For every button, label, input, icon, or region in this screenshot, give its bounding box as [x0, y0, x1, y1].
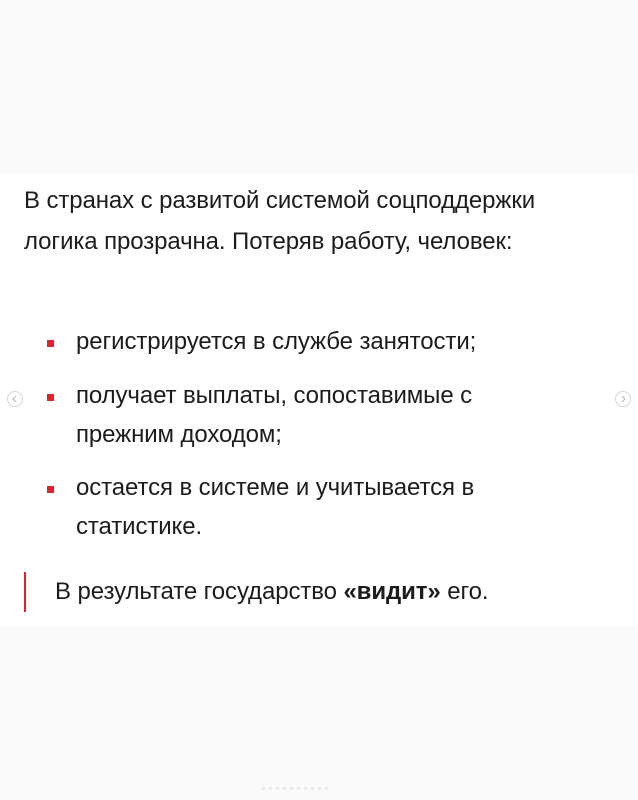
slide-dot — [297, 787, 300, 790]
chevron-left-icon — [11, 395, 19, 403]
slide-dot — [262, 787, 265, 790]
slide-dot — [325, 787, 328, 790]
conclusion-quote — [24, 572, 604, 612]
slide-dot — [318, 787, 321, 790]
chevron-right-icon — [619, 395, 627, 403]
intro-paragraph: В странах с развитой системой соцподдержки логика прозрачна. Потеряв работу, человек: — [24, 187, 536, 255]
bullet-text: регистрируется в службе занятости; — [76, 328, 477, 355]
slide-dot — [269, 787, 272, 790]
quote-text-end: его. — [440, 578, 489, 605]
bullet-text: остается в системе и учитывается в статистике. — [76, 474, 475, 540]
slide-dot — [290, 787, 293, 790]
quote-emphasis: «видит» — [343, 578, 441, 605]
bullet-text: получает выплаты, сопоставимые с прежним доходом; — [76, 382, 473, 448]
slide-content — [0, 174, 638, 626]
slide-dot — [304, 787, 307, 790]
bullet-square-icon — [47, 486, 54, 493]
slide-indicator — [262, 787, 328, 790]
slide-dot — [283, 787, 286, 790]
quote-text-start: В результате государство — [55, 578, 344, 605]
quote-bar — [24, 572, 26, 612]
slide-dot — [276, 787, 279, 790]
quote-text — [55, 572, 488, 612]
bullet-square-icon — [47, 394, 54, 401]
next-slide-button[interactable] — [615, 391, 631, 407]
bullet-square-icon — [47, 340, 54, 347]
previous-slide-button[interactable] — [7, 391, 23, 407]
slide-dot — [311, 787, 314, 790]
